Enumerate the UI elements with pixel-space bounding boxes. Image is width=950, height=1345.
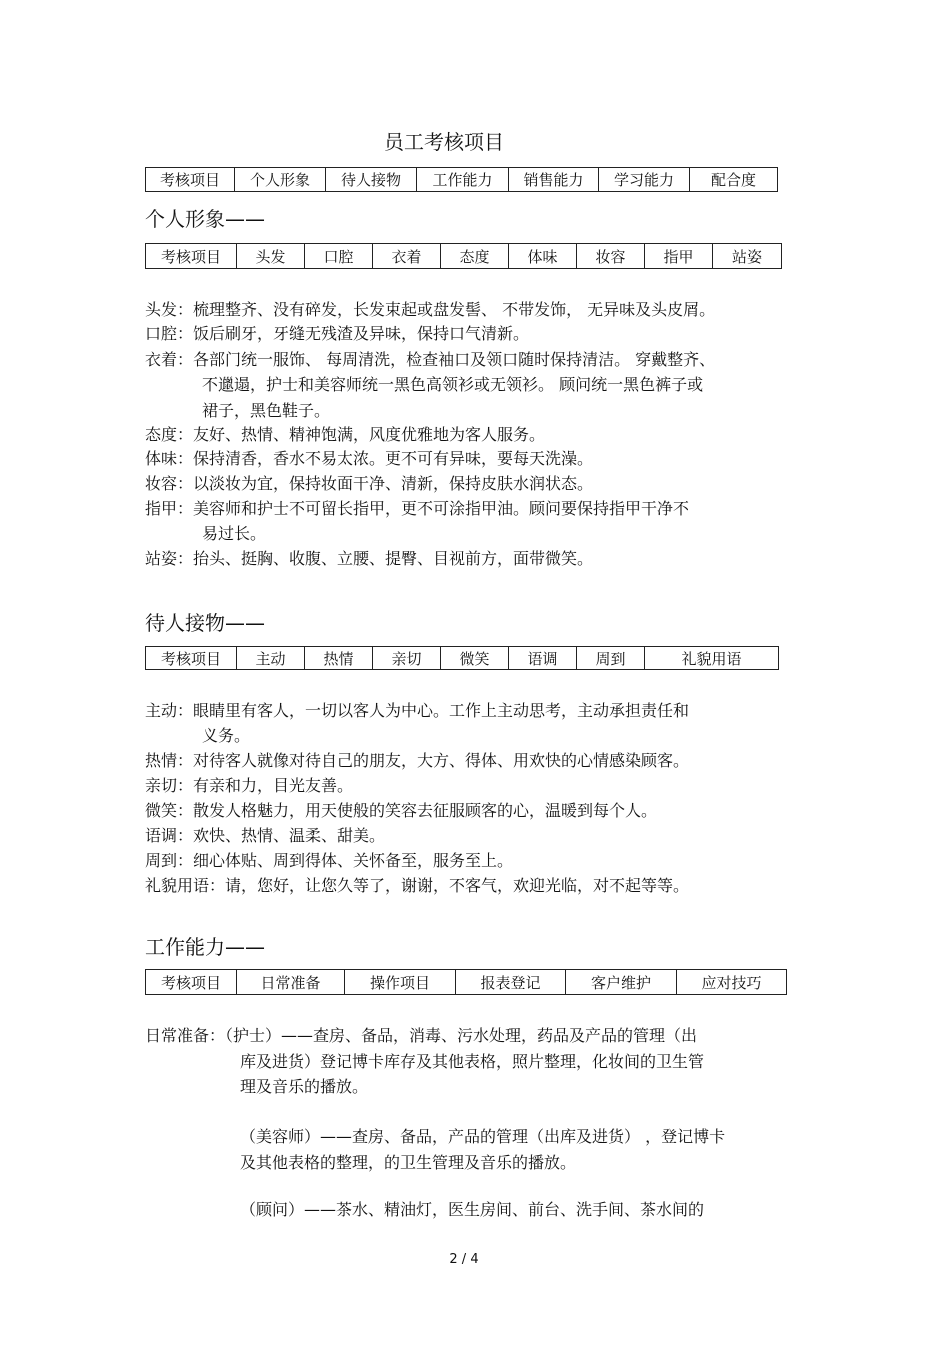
section-heading-work: 工作能力——	[145, 935, 265, 959]
text-line: 热情：对待客人就像对待自己的朋友，大方、得体、用欢快的心情感染顾客。	[145, 751, 690, 770]
text-line: 礼貌用语：请，您好，让您久等了，谢谢，不客气，欢迎光临，对不起等等。	[145, 876, 690, 895]
table-cell: 热情	[305, 647, 373, 670]
section-heading-image: 个人形象——	[145, 207, 265, 231]
main-assessment-table	[145, 167, 778, 192]
text-line: 态度：友好、热情、精神饱满，风度优雅地为客人服务。	[145, 425, 546, 444]
table-row	[146, 647, 779, 670]
table-cell: 考核项目	[146, 168, 235, 192]
table-cell: 衣着	[373, 244, 441, 269]
table-cell: 待人接物	[326, 168, 417, 192]
text-line: 日常准备：（护士）——查房、备品，消毒、污水处理，药品及产品的管理（出	[145, 1026, 698, 1045]
text-line: 衣着：各部门统一服饰、 每周清洗，检查袖口及领口随时保持清洁。 穿戴整齐、	[145, 350, 716, 369]
table-cell: 站姿	[713, 244, 782, 269]
text-line: 库及进货）登记博卡库存及其他表格，照片整理，化妆间的卫生管	[240, 1052, 705, 1071]
table-cell: 学习能力	[599, 168, 690, 192]
table-cell: 体味	[509, 244, 577, 269]
image-table	[145, 243, 782, 269]
table-row	[146, 168, 778, 192]
table-cell: 报表登记	[456, 970, 566, 995]
table-cell: 操作项目	[345, 970, 456, 995]
page-title: 员工考核项目	[384, 130, 504, 154]
table-row	[146, 970, 787, 995]
text-line: 指甲：美容师和护士不可留长指甲，更不可涂指甲油。顾问要保持指甲干净不	[145, 499, 690, 518]
text-line: 妆容：以淡妆为宜，保持妆面干净、清新，保持皮肤水润状态。	[145, 474, 594, 493]
text-line: 头发：梳理整齐、没有碎发，长发束起或盘发髻、 不带发饰， 无异味及头皮屑。	[145, 300, 716, 319]
table-cell: 销售能力	[509, 168, 599, 192]
text-line: 及其他表格的整理，的卫生管理及音乐的播放。	[240, 1153, 577, 1172]
table-cell: 考核项目	[146, 244, 237, 269]
table-cell: 妆容	[577, 244, 645, 269]
table-cell: 客户维护	[566, 970, 677, 995]
table-cell: 微笑	[441, 647, 509, 670]
service-table	[145, 646, 779, 670]
table-cell: 亲切	[373, 647, 441, 670]
text-line: 义务。	[202, 726, 251, 745]
text-line: （美容师）——查房、备品，产品的管理（出库及进货） ，登记博卡	[240, 1127, 726, 1146]
table-cell: 态度	[441, 244, 509, 269]
text-line: 易过长。	[202, 524, 267, 543]
table-row	[146, 244, 782, 269]
text-line: 亲切：有亲和力，目光友善。	[145, 776, 354, 795]
section-heading-service: 待人接物——	[145, 611, 265, 635]
text-line: 语调：欢快、热情、温柔、甜美。	[145, 826, 386, 845]
work-table	[145, 969, 787, 995]
text-line: 裙子，黑色鞋子。	[202, 401, 331, 420]
text-line: 理及音乐的播放。	[240, 1077, 369, 1096]
text-line: 微笑：散发人格魅力，用天使般的笑容去征服顾客的心，温暖到每个人。	[145, 801, 658, 820]
table-cell: 工作能力	[417, 168, 509, 192]
text-line: 口腔：饭后刷牙，牙缝无残渣及异味，保持口气清新。	[145, 324, 530, 343]
table-cell: 口腔	[305, 244, 373, 269]
text-line: 站姿：抬头、挺胸、收腹、立腰、提臀、目视前方，面带微笑。	[145, 549, 594, 568]
table-cell: 考核项目	[146, 647, 237, 670]
page-number: 2 / 4	[449, 1252, 479, 1267]
text-line: 体味：保持清香，香水不易太浓。更不可有异味，要每天洗澡。	[145, 449, 594, 468]
text-line: （顾问）——茶水、精油灯，医生房间、前台、洗手间、茶水间的	[240, 1200, 705, 1219]
table-cell: 礼貌用语	[645, 647, 779, 670]
table-cell: 周到	[577, 647, 645, 670]
text-line: 周到：细心体贴、周到得体、关怀备至，服务至上。	[145, 851, 514, 870]
table-cell: 配合度	[690, 168, 778, 192]
text-line: 主动：眼睛里有客人，一切以客人为中心。工作上主动思考，主动承担责任和	[145, 701, 690, 720]
table-cell: 日常准备	[237, 970, 345, 995]
table-cell: 指甲	[645, 244, 713, 269]
table-cell: 考核项目	[146, 970, 237, 995]
table-cell: 个人形象	[235, 168, 326, 192]
table-cell: 应对技巧	[677, 970, 787, 995]
table-cell: 语调	[509, 647, 577, 670]
table-cell: 主动	[237, 647, 305, 670]
table-cell: 头发	[237, 244, 305, 269]
text-line: 不邋遢，护士和美容师统一黑色高领衫或无领衫。 顾问统一黑色裤子或	[202, 375, 704, 394]
